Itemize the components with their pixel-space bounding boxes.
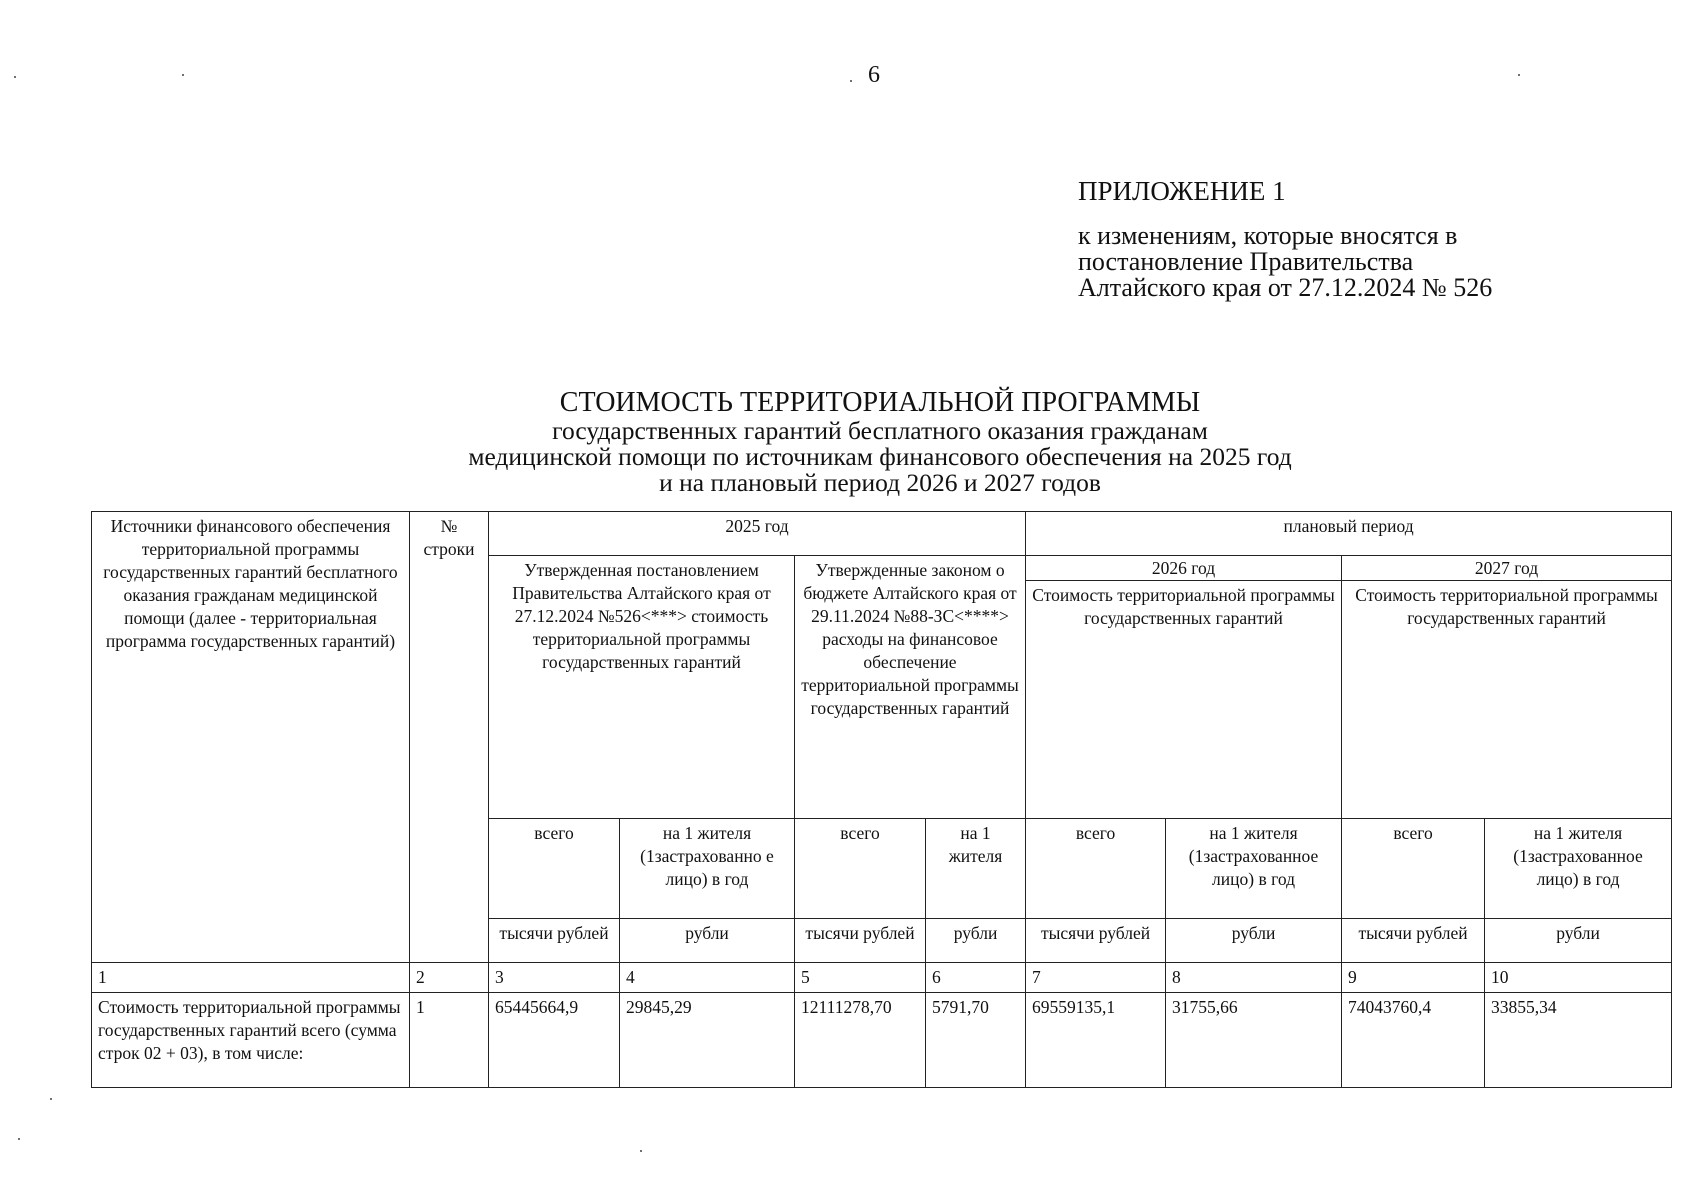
unit-col7: тысячи рублей: [1026, 919, 1166, 963]
appendix-line: к изменениям, которые вносятся в: [1078, 221, 1458, 250]
scan-speck: [850, 80, 852, 82]
column-number: 7: [1026, 963, 1166, 993]
header-approved-government: Утвержденная постановлением Правительства Алтайского края от 27.12.2024 №526<***> стоимость территориальной программы государственных гарантий: [489, 556, 795, 819]
row-number: 1: [410, 993, 489, 1088]
appendix-title: ПРИЛОЖЕНИЕ 1: [1078, 176, 1286, 206]
value-total-2025-gov: 65445664,9: [489, 993, 620, 1088]
column-number: 3: [489, 963, 620, 993]
unit-col5: тысячи рублей: [795, 919, 926, 963]
unit-col10: рубли: [1485, 919, 1672, 963]
column-number: 9: [1342, 963, 1485, 993]
value-per-capita-2027: 33855,34: [1485, 993, 1672, 1088]
row-name: Стоимость территориальной программы государственных гарантий всего (сумма строк 02 + 03), в том числе:: [92, 993, 410, 1088]
value-per-capita-2025-gov: 29845,29: [620, 993, 795, 1088]
scan-speck: [640, 1150, 642, 1152]
header-col6: на 1 жителя: [926, 819, 1026, 919]
title-main: СТОИМОСТЬ ТЕРРИТОРИАЛЬНОЙ ПРОГРАММЫ: [559, 387, 1201, 418]
title-line: государственных гарантий бесплатного оказания гражданам: [552, 416, 1208, 445]
unit-col4: рубли: [620, 919, 795, 963]
value-per-capita-2025-law: 5791,70: [926, 993, 1026, 1088]
header-col8: на 1 жителя (1застрахованное лицо) в год: [1166, 819, 1342, 919]
page-number: 6: [868, 62, 880, 88]
header-cost-2026: Стоимость территориальной программы государственных гарантий: [1026, 581, 1342, 819]
appendix-line: Алтайского края от 27.12.2024 № 526: [1078, 273, 1493, 302]
column-number: 6: [926, 963, 1026, 993]
unit-col9: тысячи рублей: [1342, 919, 1485, 963]
value-total-2026: 69559135,1: [1026, 993, 1166, 1088]
header-col3: всего: [489, 819, 620, 919]
header-year-2027: 2027 год: [1342, 556, 1672, 581]
table-row: [92, 993, 1672, 1088]
unit-col8: рубли: [1166, 919, 1342, 963]
value-per-capita-2026: 31755,66: [1166, 993, 1342, 1088]
header-col5: всего: [795, 819, 926, 919]
header-planning-period: плановый период: [1026, 512, 1672, 556]
scan-speck: [14, 76, 16, 78]
scan-speck: [1518, 74, 1520, 76]
header-year-2026: 2026 год: [1026, 556, 1342, 581]
column-number: 1: [92, 963, 410, 993]
cost-table: [91, 511, 1672, 1088]
header-sources: Источники финансового обеспечения территориальной программы государственных гарантий бесплатного оказания гражданам медицинской помощи (далее - территориальная программа государственных гарантий): [92, 512, 410, 963]
appendix-line: постановление Правительства: [1078, 247, 1414, 276]
header-col7: всего: [1026, 819, 1166, 919]
column-number: 8: [1166, 963, 1342, 993]
header-col10: на 1 жителя (1застрахованное лицо) в год: [1485, 819, 1672, 919]
scan-speck: [182, 74, 184, 76]
column-number: 2: [410, 963, 489, 993]
header-col4: на 1 жителя (1застрахованно е лицо) в год: [620, 819, 795, 919]
column-number: 10: [1485, 963, 1672, 993]
column-number: 4: [620, 963, 795, 993]
unit-col3: тысячи рублей: [489, 919, 620, 963]
header-year-2025: 2025 год: [489, 512, 1026, 556]
value-total-2025-law: 12111278,70: [795, 993, 926, 1088]
header-row-number: № строки: [410, 512, 489, 963]
header-cost-2027: Стоимость территориальной программы государственных гарантий: [1342, 581, 1672, 819]
title-line: медицинской помощи по источникам финансового обеспечения на 2025 год: [468, 442, 1292, 471]
column-number: 5: [795, 963, 926, 993]
header-approved-law: Утвержденные законом о бюджете Алтайского края от 29.11.2024 №88-ЗС<****> расходы на финансовое обеспечение территориальной программы государственных гарантий: [795, 556, 1026, 819]
unit-col6: рубли: [926, 919, 1026, 963]
scan-speck: [18, 1138, 20, 1140]
title-line: и на плановый период 2026 и 2027 годов: [659, 468, 1101, 497]
scan-speck: [50, 1098, 52, 1100]
value-total-2027: 74043760,4: [1342, 993, 1485, 1088]
header-col9: всего: [1342, 819, 1485, 919]
appendix-block: [1078, 176, 1618, 301]
document-title: [300, 388, 1460, 496]
